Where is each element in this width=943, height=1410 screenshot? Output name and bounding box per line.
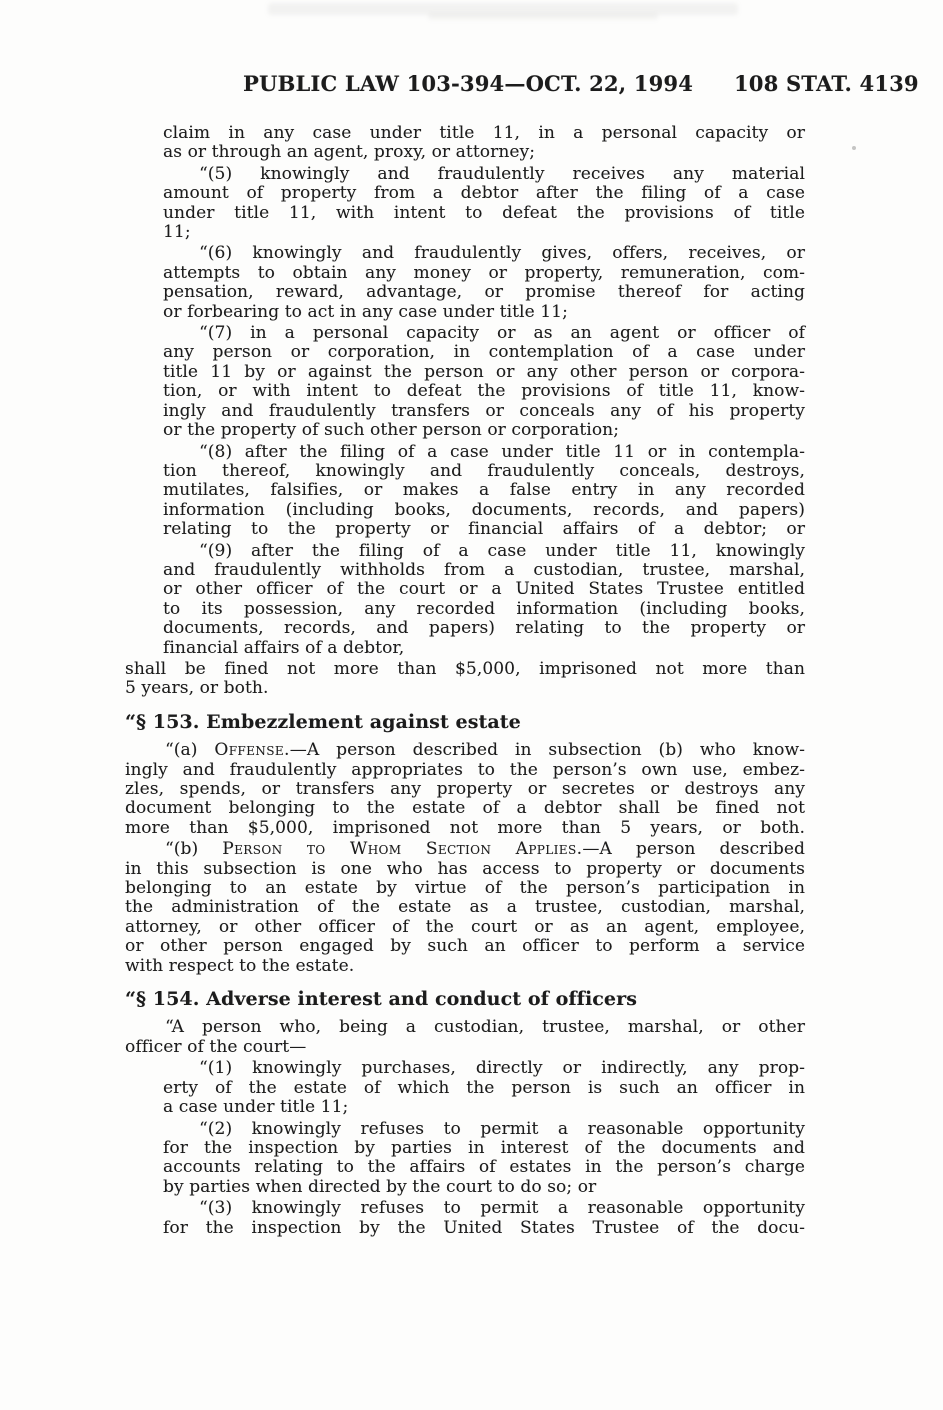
text-segment: shall be fined not more than $5,000, imprisoned not more than bbox=[125, 658, 805, 679]
text-line bbox=[125, 780, 805, 799]
text-segment: ingly and fraudulently appropriates to the person’s own use, embez- bbox=[125, 759, 805, 780]
scan-artifact bbox=[428, 13, 658, 20]
text-segment: for the inspection by the United States Trustee of the docu- bbox=[163, 1217, 805, 1238]
text-line bbox=[163, 542, 805, 561]
text-segment: —A person described in subsection (b) who know- bbox=[289, 740, 806, 761]
text-segment: attempts to obtain any money or property, remuneration, com- bbox=[163, 262, 805, 283]
text-line bbox=[125, 799, 805, 818]
text-segment: attorney, or other officer of the court or as an agent, employee, bbox=[125, 916, 805, 937]
text-line bbox=[125, 957, 805, 976]
text-segment: by parties when directed by the court to do so; or bbox=[163, 1176, 597, 1197]
text-segment: —A person described bbox=[582, 839, 805, 860]
text-line bbox=[163, 1059, 805, 1078]
text-segment: financial affairs of a debtor, bbox=[163, 637, 405, 658]
text-line bbox=[163, 402, 805, 421]
sec153-subsection-b bbox=[125, 840, 805, 976]
text-segment: claim in any case under title 11, in a personal capacity or bbox=[163, 123, 805, 143]
text-line bbox=[125, 679, 805, 698]
text-line bbox=[125, 660, 805, 679]
text-line bbox=[163, 501, 805, 520]
scan-artifact bbox=[268, 3, 738, 15]
clause-6 bbox=[163, 244, 805, 322]
running-head-law-title: PUBLIC LAW 103-394—OCT. 22, 1994 bbox=[243, 71, 694, 96]
text-segment: zles, spends, or transfers any property or secretes or destroys any bbox=[125, 779, 805, 799]
text-line bbox=[125, 937, 805, 956]
text-segment: document belonging to the estate of a debtor shall be fined not bbox=[125, 798, 805, 819]
text-segment: officer of the court— bbox=[125, 1036, 307, 1057]
text-segment: amount of property from a debtor after the filing of a case bbox=[163, 183, 805, 204]
text-line bbox=[163, 382, 805, 401]
sec154-intro bbox=[125, 1018, 805, 1057]
text-segment: in this subsection is one who has access to property or documents bbox=[125, 858, 805, 879]
text-segment: “(5) knowingly and fraudulently receives any material bbox=[199, 163, 805, 184]
text-segment: “(b) bbox=[165, 839, 223, 860]
text-line bbox=[163, 363, 805, 382]
text-line bbox=[125, 741, 805, 760]
sec153-subsection-a bbox=[125, 741, 805, 838]
clause-9 bbox=[163, 542, 805, 658]
text-segment: pensation, reward, advantage, or promise thereof for acting bbox=[163, 282, 805, 303]
text-segment: “(1) knowingly purchases, directly or indirectly, any prop- bbox=[199, 1058, 805, 1079]
text-line bbox=[163, 244, 805, 263]
text-segment: to its possession, any recorded information (including books, bbox=[163, 598, 805, 619]
clause-3 bbox=[163, 1199, 805, 1238]
small-caps-label: Offense. bbox=[214, 740, 290, 761]
text-line bbox=[125, 819, 805, 838]
text-line bbox=[163, 639, 805, 658]
statute-body bbox=[125, 124, 805, 1240]
text-segment: “A person who, being a custodian, trustee, marshal, or other bbox=[165, 1017, 805, 1038]
clause-2 bbox=[163, 1120, 805, 1198]
text-segment: or forbearing to act in any case under title 11; bbox=[163, 301, 568, 322]
text-line bbox=[163, 303, 805, 322]
small-caps-label: Person to Whom Section Applies. bbox=[222, 839, 583, 860]
clause-5 bbox=[163, 165, 805, 243]
text-segment: documents, records, and papers) relating to the property or bbox=[163, 618, 805, 639]
text-segment: accounts relating to the affairs of estates in the person’s charge bbox=[163, 1157, 805, 1178]
text-line bbox=[163, 600, 805, 619]
text-line bbox=[163, 462, 805, 481]
text-segment: the administration of the estate as a trustee, custodian, marshal, bbox=[125, 897, 805, 918]
text-segment: or the property of such other person or corporation; bbox=[163, 420, 620, 441]
text-line bbox=[163, 561, 805, 580]
text-line bbox=[163, 580, 805, 599]
text-segment: “(3) knowingly refuses to permit a reasonable opportunity bbox=[199, 1198, 805, 1219]
text-line bbox=[125, 860, 805, 879]
text-line bbox=[163, 343, 805, 362]
text-segment: “(6) knowingly and fraudulently gives, offers, receives, or bbox=[199, 243, 805, 264]
hanging-penalty bbox=[125, 660, 805, 699]
running-head-stat-page-number: 108 STAT. 4139 bbox=[734, 71, 919, 96]
text-line bbox=[163, 324, 805, 343]
text-line bbox=[163, 443, 805, 462]
section-153-heading: “§ 153. Embezzlement against estate bbox=[125, 710, 521, 733]
text-line bbox=[163, 1120, 805, 1139]
text-segment: a case under title 11; bbox=[163, 1097, 349, 1118]
text-segment: tion thereof, knowingly and fraudulently conceals, destroys, bbox=[163, 460, 805, 481]
text-line bbox=[163, 520, 805, 539]
clause-1 bbox=[163, 1059, 805, 1117]
text-segment: as or through an agent, proxy, or attorney; bbox=[163, 142, 536, 163]
text-line bbox=[163, 204, 805, 223]
text-segment: “(7) in a personal capacity or as an agent or officer of bbox=[199, 323, 805, 344]
text-segment: 5 years, or both. bbox=[125, 678, 269, 699]
text-segment: belonging to an estate by virtue of the person’s participation in bbox=[125, 878, 805, 899]
text-segment: or other officer of the court or a United States Trustee entitled bbox=[163, 579, 805, 600]
text-segment: “(2) knowingly refuses to permit a reasonable opportunity bbox=[199, 1118, 805, 1139]
text-line bbox=[163, 481, 805, 500]
text-segment: “(8) after the filing of a case under title 11 or in contempla- bbox=[199, 441, 805, 462]
text-line bbox=[125, 840, 805, 859]
text-segment: with respect to the estate. bbox=[125, 955, 355, 976]
text-line bbox=[125, 898, 805, 917]
text-line bbox=[163, 619, 805, 638]
text-line bbox=[163, 1199, 805, 1218]
text-line bbox=[163, 421, 805, 440]
text-line bbox=[163, 283, 805, 302]
continuation-claim bbox=[163, 124, 805, 163]
text-segment: for the inspection by parties in interest of the documents and bbox=[163, 1137, 805, 1158]
text-segment: or other person engaged by such an officer to perform a service bbox=[125, 936, 805, 957]
text-line bbox=[163, 1158, 805, 1177]
text-line bbox=[163, 1079, 805, 1098]
text-segment: erty of the estate of which the person is such an officer in bbox=[163, 1077, 805, 1098]
text-line bbox=[163, 1098, 805, 1117]
text-line bbox=[125, 1038, 805, 1057]
text-segment: “(9) after the filing of a case under title 11, knowingly bbox=[199, 540, 805, 561]
text-line bbox=[125, 918, 805, 937]
text-line bbox=[163, 264, 805, 283]
text-segment: relating to the property or financial affairs of a debtor; or bbox=[163, 519, 805, 540]
section-154-heading: “§ 154. Adverse interest and conduct of officers bbox=[125, 988, 638, 1011]
text-segment: ingly and fraudulently transfers or conceals any of his property bbox=[163, 400, 805, 421]
text-segment: “(a) bbox=[165, 740, 215, 761]
text-segment: under title 11, with intent to defeat the provisions of title bbox=[163, 202, 805, 223]
text-line bbox=[163, 1219, 805, 1238]
text-segment: title 11 by or against the person or any other person or corpora- bbox=[163, 361, 805, 382]
text-segment: information (including books, documents, records, and papers) bbox=[163, 499, 805, 520]
text-segment: any person or corporation, in contemplation of a case under bbox=[163, 342, 805, 363]
text-line bbox=[163, 1178, 805, 1197]
text-line bbox=[125, 761, 805, 780]
text-line bbox=[163, 223, 805, 242]
text-line bbox=[163, 165, 805, 184]
text-line bbox=[125, 1018, 805, 1037]
text-line bbox=[163, 124, 805, 143]
text-line bbox=[163, 1139, 805, 1158]
clause-7 bbox=[163, 324, 805, 440]
scan-artifact bbox=[852, 146, 856, 150]
text-segment: tion, or with intent to defeat the provisions of title 11, know- bbox=[163, 381, 805, 402]
text-segment: and fraudulently withholds from a custodian, trustee, marshal, bbox=[163, 559, 805, 580]
text-line bbox=[163, 143, 805, 162]
text-segment: mutilates, falsifies, or makes a false entry in any recorded bbox=[163, 480, 805, 501]
text-segment: more than $5,000, imprisoned not more than 5 years, or both. bbox=[125, 817, 805, 838]
text-line bbox=[125, 879, 805, 898]
clause-8 bbox=[163, 443, 805, 540]
text-segment: 11; bbox=[163, 222, 191, 243]
text-line bbox=[163, 184, 805, 203]
